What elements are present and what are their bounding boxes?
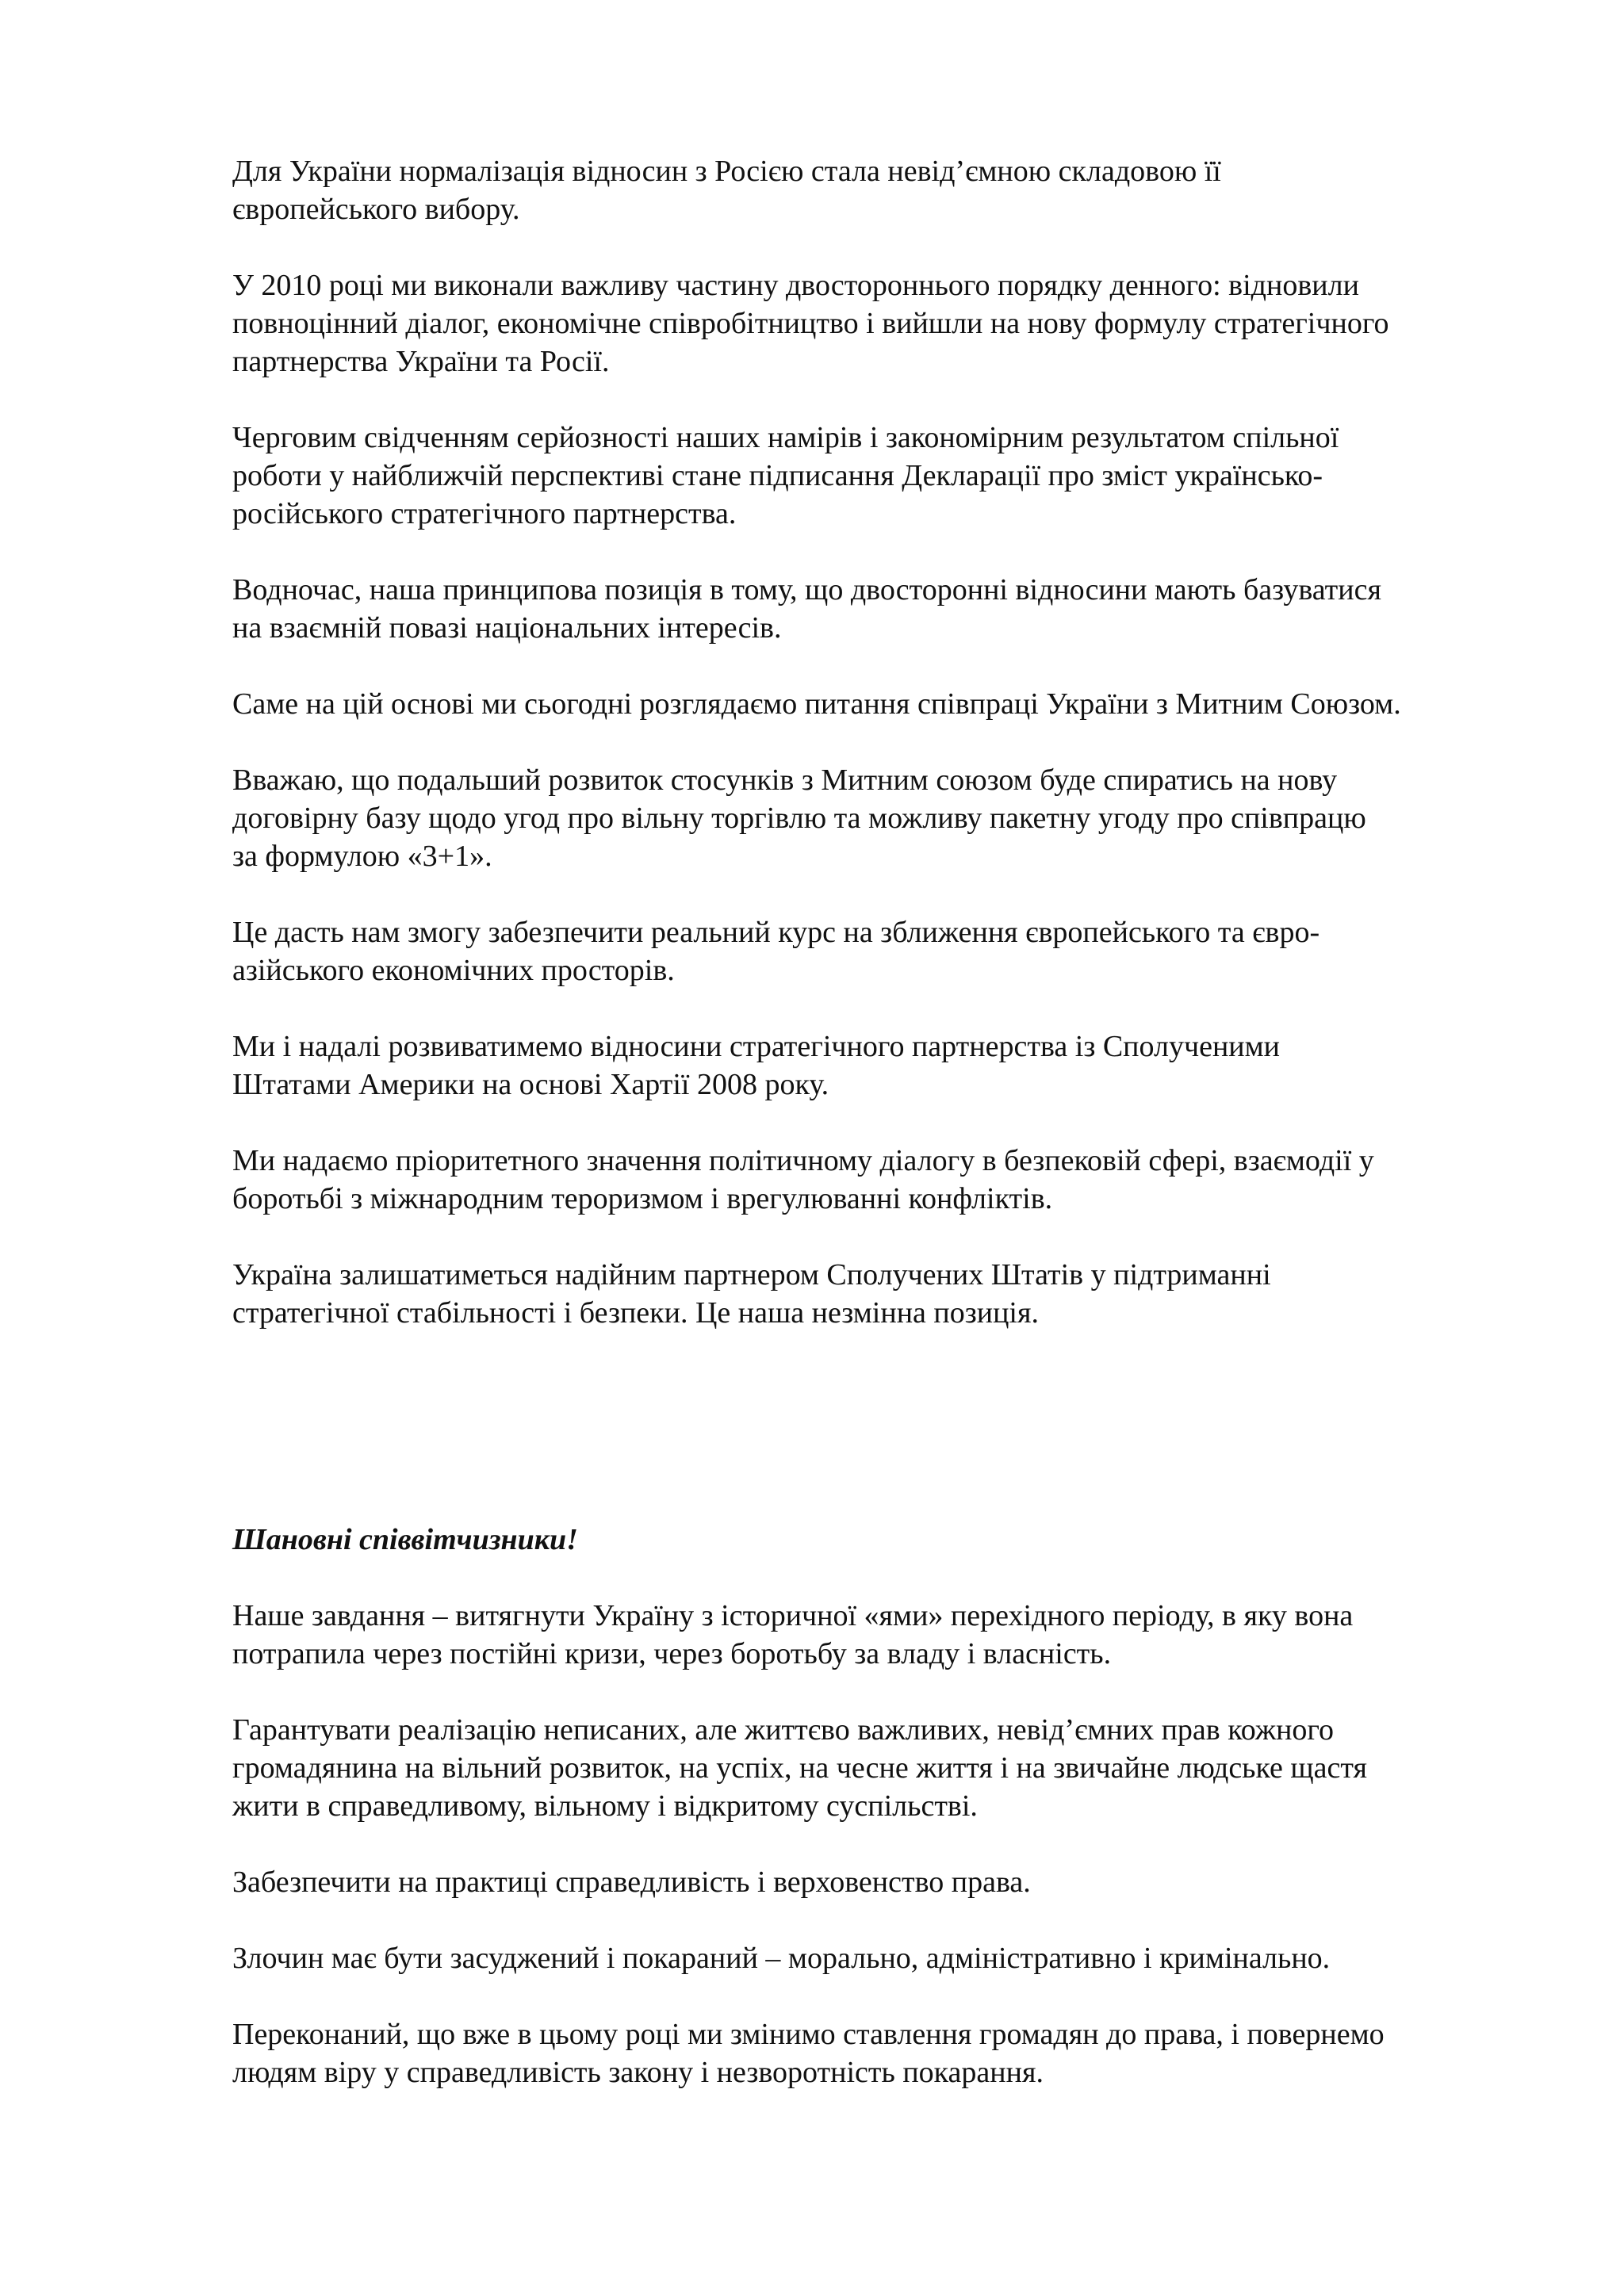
- paragraph: Ми і надалі розвиватимемо відносини стратегічного партнерства із Сполученими Штатами Америки на основі Хартії 2008 року.: [232, 1030, 1281, 1101]
- paragraph: Черговим свідченням серйозності наших намірів і закономірним результатом спільної роботи у найближчій перспективі стане підписання Декларації про зміст українсько- російського стратегічного партнерства.: [232, 421, 1339, 530]
- paragraph: Наше завдання – витягнути Україну з історичної «ями» перехідного періоду, в яку вона потрапила через постійні кризи, через боротьбу за владу і власність.: [232, 1599, 1354, 1670]
- section-heading: Шановні співвітчизники!: [232, 1523, 578, 1556]
- paragraph: Це дасть нам змогу забезпечити реальний курс на зближення європейського та євро- азійського економічних просторів.: [232, 916, 1320, 987]
- paragraph: Злочин має бути засуджений і покараний – морально, адміністративно і кримінально.: [232, 1942, 1331, 1975]
- section-spacer: [232, 1370, 1541, 1521]
- paragraph: Гарантувати реалізацію неписаних, але життєво важливих, невід’ємних прав кожного громадянина на вільний розвиток, на успіх, на чесне життя і на звичайне людське щастя жити в справедливому, вільному і відкритому суспільстві.: [232, 1713, 1367, 1823]
- paragraph: Водночас, наша принципова позиція в тому, що двосторонні відносини мають базуватися на взаємній повазі національних інтересів.: [232, 573, 1381, 645]
- document-body: [232, 152, 1541, 2130]
- paragraph: Для України нормалізація відносин з Росією стала невід’ємною складовою її європейського вибору.: [232, 155, 1221, 226]
- paragraph: Україна залишатиметься надійним партнером Сполучених Штатів у підтриманні стратегічної стабільності і безпеки. Це наша незмінна позиція.: [232, 1258, 1271, 1330]
- paragraph: Вважаю, що подальший розвиток стосунків з Митним союзом буде спиратись на нову договірну базу щодо угод про вільну торгівлю та можливу пакетну угоду про співпрацю за формулою «3+1».: [232, 763, 1366, 873]
- paragraph: Переконаний, що вже в цьому році ми змінимо ставлення громадян до права, і повернемо людям віру у справедливість закону і незворотність покарання.: [232, 2018, 1385, 2089]
- paragraph: Ми надаємо пріоритетного значення політичному діалогу в безпековій сфері, взаємодії у боротьбі з міжнародним тероризмом і врегулюванні конфліктів.: [232, 1144, 1374, 1215]
- paragraph: Саме на цій основі ми сьогодні розглядаємо питання співпраці України з Митним Союзом.: [232, 687, 1401, 721]
- paragraph: У 2010 році ми виконали важливу частину двостороннього порядку денного: відновили повноцінний діалог, економічне співробітництво і вийшли на нову формулу стратегічного партнерства України та Росії.: [232, 269, 1389, 378]
- paragraph: Забезпечити на практиці справедливість і верховенство права.: [232, 1866, 1031, 1899]
